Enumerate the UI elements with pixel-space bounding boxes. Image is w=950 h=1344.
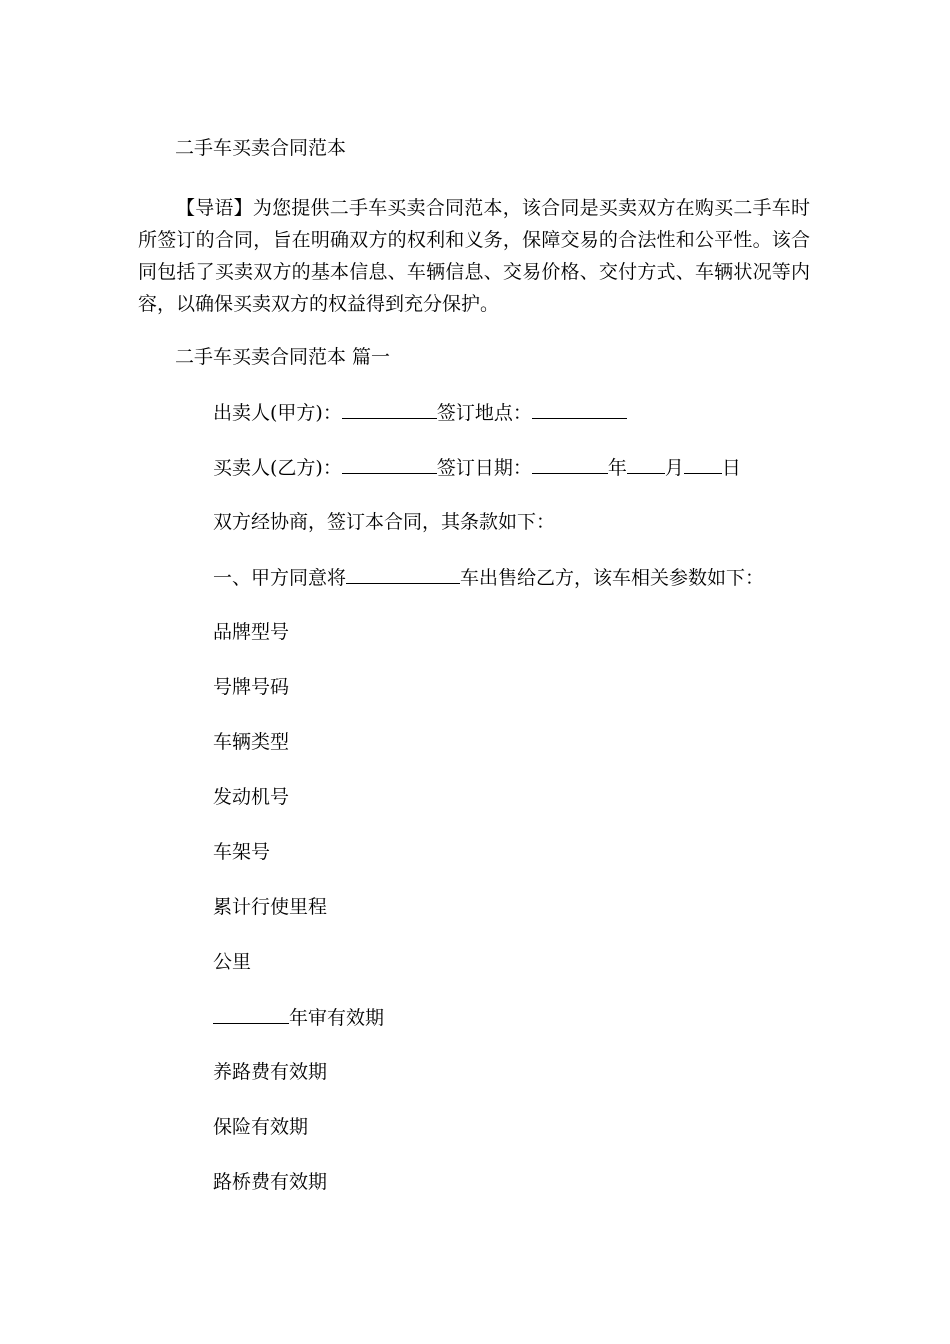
- param-label: 累计行使里程: [213, 896, 328, 918]
- document-title: 二手车买卖合同范本: [175, 137, 347, 159]
- buyer-blank: [342, 455, 437, 474]
- param-mileage: [213, 895, 764, 950]
- param-vehicle-type: [213, 730, 764, 785]
- param-insurance: [213, 1115, 764, 1170]
- clause-one-line: [213, 565, 764, 620]
- seller-blank: [342, 400, 437, 419]
- intro-paragraph: 【导语】为您提供二手车买卖合同范本，该合同是买卖双方在购买二手车时所签订的合同，旨在明确双方的权利和义务，保障交易的合法性和公平性。该合同包括了买卖双方的基本信息、车辆信息、交易价格、交付方式、车辆状况等内容，以确保买卖双方的权益得到充分保护。: [138, 197, 810, 315]
- param-label: 品牌型号: [213, 621, 290, 643]
- clause-one-suffix: 车出售给乙方，该车相关参数如下：: [460, 567, 765, 589]
- param-label: 车辆类型: [213, 731, 290, 753]
- sign-place-label: 签订地点：: [436, 402, 532, 424]
- negotiation-line: [213, 510, 764, 565]
- param-bridge-fee: [213, 1170, 764, 1225]
- sign-place-blank: [532, 400, 627, 419]
- param-label: 保险有效期: [213, 1116, 309, 1138]
- year-unit: 年: [607, 457, 627, 479]
- param-label: 年审有效期: [289, 1007, 385, 1029]
- seller-line: [213, 400, 764, 455]
- month-blank: [627, 455, 665, 474]
- sign-date-label: 签订日期：: [436, 457, 532, 479]
- day-blank: [684, 455, 722, 474]
- param-label: 养路费有效期: [213, 1061, 328, 1083]
- param-label: 路桥费有效期: [213, 1171, 328, 1193]
- year-blank: [532, 455, 608, 474]
- param-frame-number: [213, 840, 764, 895]
- vehicle-blank: [346, 565, 460, 584]
- param-brand-model: [213, 620, 764, 675]
- day-unit: 日: [721, 457, 741, 479]
- param-km-unit: [213, 950, 764, 1005]
- section-title: 二手车买卖合同范本 篇一: [175, 346, 391, 368]
- param-road-fee: [213, 1060, 764, 1115]
- param-label: 号牌号码: [213, 676, 290, 698]
- param-annual-inspection: [213, 1005, 764, 1060]
- param-label: 公里: [213, 951, 252, 973]
- buyer-label: 买卖人(乙方)：: [213, 457, 342, 479]
- param-engine-number: [213, 785, 764, 840]
- negotiation-text: 双方经协商，签订本合同，其条款如下：: [213, 511, 556, 533]
- clause-one-prefix: 一、甲方同意将: [213, 567, 347, 589]
- param-label: 发动机号: [213, 786, 290, 808]
- seller-label: 出卖人(甲方)：: [213, 402, 342, 424]
- month-unit: 月: [664, 457, 684, 479]
- param-plate-number: [213, 675, 764, 730]
- buyer-line: [213, 455, 764, 510]
- annual-inspection-blank: [213, 1005, 289, 1024]
- param-label: 车架号: [213, 841, 271, 863]
- contract-body: [213, 400, 764, 1225]
